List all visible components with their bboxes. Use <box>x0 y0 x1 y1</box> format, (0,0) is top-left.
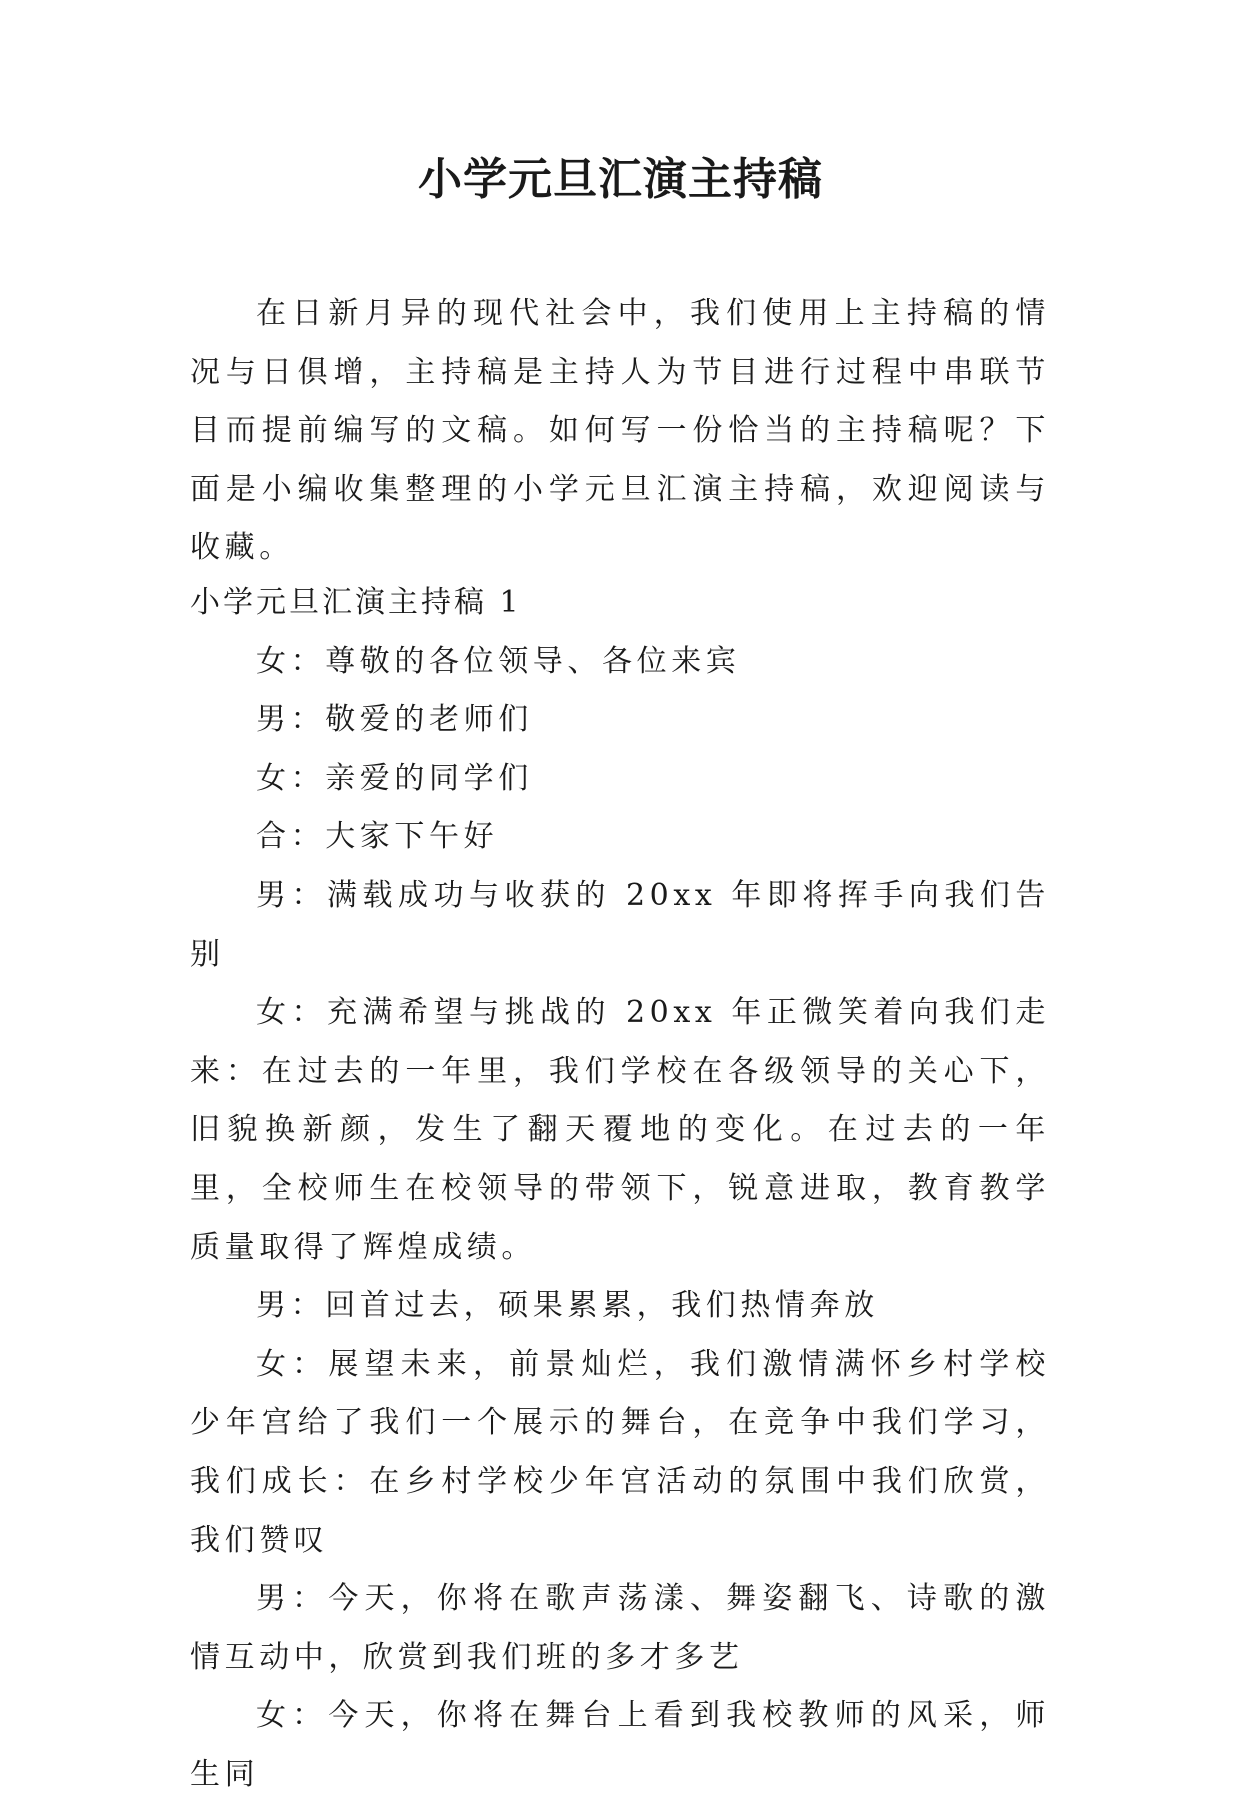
script-line: 男：敬爱的老师们 <box>256 702 533 738</box>
script-line: 女：今天，你将在舞台上看到我校教师的风采，师生同 <box>190 1698 1050 1792</box>
document-body <box>190 574 1050 1804</box>
script-line: 男：满载成功与收获的 20xx 年即将挥手向我们告别 <box>190 877 1050 972</box>
script-line: 男：今天，你将在歌声荡漾、舞姿翻飞、诗歌的激情互动中，欣赏到我们班的多才多艺 <box>190 1581 1050 1675</box>
script-line: 女：尊敬的各位领导、各位来宾 <box>256 643 741 679</box>
document-title: 小学元旦汇演主持稿 <box>418 154 823 205</box>
script-line: 女：亲爱的同学们 <box>256 760 533 796</box>
section-heading: 小学元旦汇演主持稿 1 <box>190 585 522 620</box>
script-line: 合：大家下午好 <box>256 819 499 855</box>
script-line: 女：展望未来，前景灿烂，我们激情满怀乡村学校少年宫给了我们一个展示的舞台，在竞争中我们学习，我们成长：在乡村学校少年宫活动的氛围中我们欣赏，我们赞叹 <box>190 1346 1050 1558</box>
script-line: 男：回首过去，硕果累累，我们热情奔放 <box>256 1288 879 1324</box>
intro-paragraph: 在日新月异的现代社会中，我们使用上主持稿的情况与日俱增，主持稿是主持人为节目进行过程中串联节目而提前编写的文稿。如何写一份恰当的主持稿呢？下面是小编收集整理的小学元旦汇演主持稿，欢迎阅读与收藏。 <box>190 296 1050 566</box>
script-line: 女：充满希望与挑战的 20xx 年正微笑着向我们走来：在过去的一年里，我们学校在各级领导的关心下，旧貌换新颜，发生了翻天覆地的变化。在过去的一年里，全校师生在校领导的带领下，锐意进取，教育教学质量取得了辉煌成绩。 <box>190 995 1050 1265</box>
